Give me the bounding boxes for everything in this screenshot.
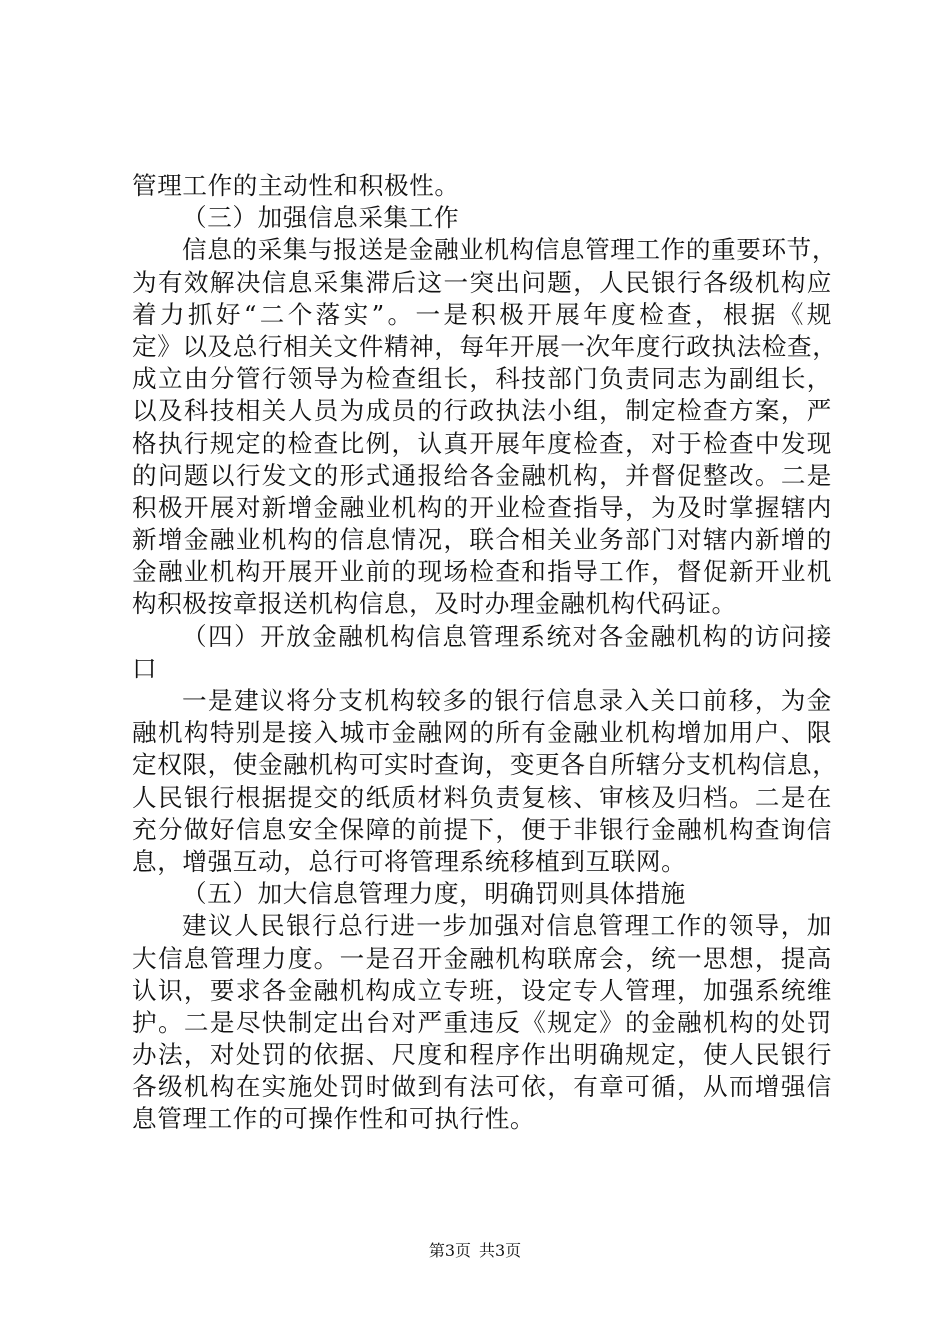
section-heading-4: （四）开放金融机构信息管理系统对各金融机构的访问接 <box>182 621 832 651</box>
text-line: 认识，要求各金融机构成立专班，设定专人管理，加强系统维 <box>132 975 832 1005</box>
text-line: 的问题以行发文的形式通报给各金融机构，并督促整改。二是 <box>132 460 832 490</box>
text-line: 新增金融业机构的信息情况，联合相关业务部门对辖内新增的 <box>132 525 832 555</box>
text-line: 着力抓好“二个落实”。一是积极开展年度检查，根据《规 <box>132 299 832 329</box>
page-number: 第3页 <box>428 1241 471 1260</box>
text-line: 构积极按章报送机构信息，及时办理金融机构代码证。 <box>132 589 737 619</box>
text-line: 各级机构在实施处罚时做到有法可依，有章可循，从而增强信 <box>132 1072 832 1102</box>
page-total: 共3页 <box>479 1241 522 1260</box>
text-line: 大信息管理力度。一是召开金融机构联席会，统一思想，提高 <box>132 943 832 973</box>
text-line: 护。二是尽快制定出台对严重违反《规定》的金融机构的处罚 <box>132 1007 832 1037</box>
page-footer <box>0 1241 950 1261</box>
text-line: 人民银行根据提交的纸质材料负责复核、审核及归档。二是在 <box>132 782 832 812</box>
text-line: 息管理工作的可操作性和可执行性。 <box>132 1104 536 1134</box>
section-heading-5: （五）加大信息管理力度，明确罚则具体措施 <box>182 879 686 909</box>
section-heading-3: （三）加强信息采集工作 <box>182 203 460 233</box>
text-line: 息，增强互动，总行可将管理系统移植到互联网。 <box>132 846 687 876</box>
text-line: 格执行规定的检查比例，认真开展年度检查，对于检查中发现 <box>132 428 832 458</box>
text-line: 建议人民银行总行进一步加强对信息管理工作的领导，加 <box>182 911 832 941</box>
text-line: 办法，对处罚的依据、尺度和程序作出明确规定，使人民银行 <box>132 1040 832 1070</box>
text-line: 以及科技相关人员为成员的行政执法小组，制定检查方案，严 <box>132 396 832 426</box>
text-line: 为有效解决信息采集滞后这一突出问题，人民银行各级机构应 <box>132 267 832 297</box>
text-line: 成立由分管行领导为检查组长，科技部门负责同志为副组长， <box>132 364 832 394</box>
text-line: 信息的采集与报送是金融业机构信息管理工作的重要环节， <box>182 235 838 265</box>
text-line: 管理工作的主动性和积极性。 <box>132 171 460 200</box>
text-line: 定权限，使金融机构可实时查询，变更各自所辖分支机构信息， <box>132 750 838 780</box>
text-line: 金融业机构开展开业前的现场检查和指导工作，督促新开业机 <box>132 557 832 587</box>
text-line: 口 <box>132 653 158 683</box>
text-line: 融机构特别是接入城市金融网的所有金融业机构增加用户、限 <box>132 718 832 748</box>
text-line: 定》以及总行相关文件精神，每年开展一次年度行政执法检查， <box>132 331 838 361</box>
body-text <box>132 170 838 1136</box>
text-line: 积极开展对新增金融业机构的开业检查指导，为及时掌握辖内 <box>132 492 832 522</box>
text-line: 一是建议将分支机构较多的银行信息录入关口前移，为金 <box>182 686 832 715</box>
text-line: 充分做好信息安全保障的前提下，便于非银行金融机构查询信 <box>132 814 832 844</box>
